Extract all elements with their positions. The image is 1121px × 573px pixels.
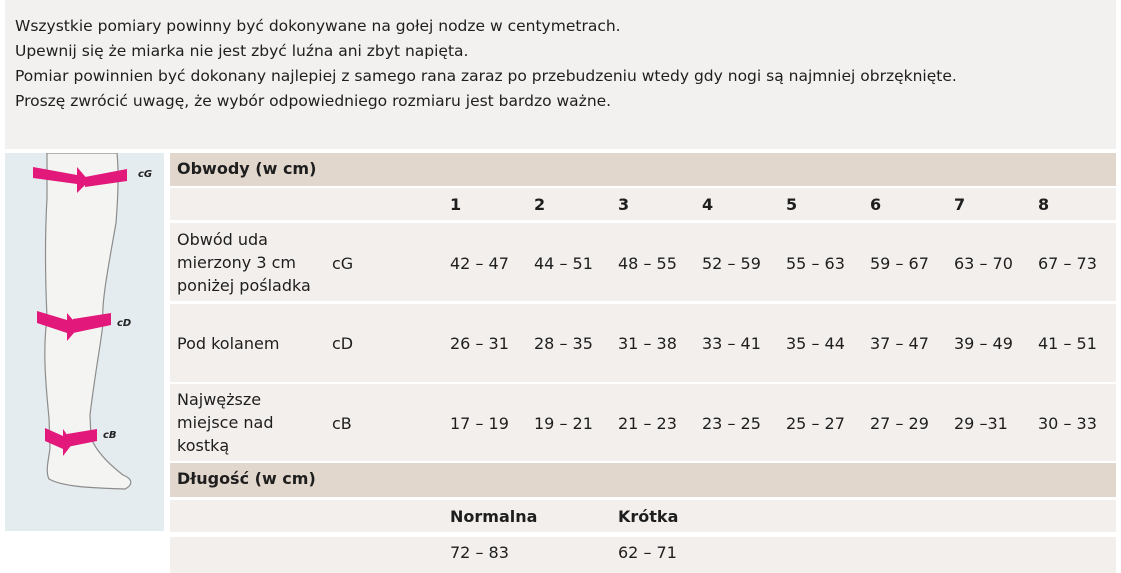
size-header: 2 <box>534 195 546 214</box>
row-code: cD <box>332 334 354 353</box>
length-value: 72 – 83 <box>450 543 509 562</box>
instruction-line: Proszę zwrócić uwagę, że wybór odpowiedniego rozmiaru jest bardzo ważne. <box>15 92 612 110</box>
size-range: 52 – 59 <box>702 254 761 273</box>
instruction-line: Wszystkie pomiary powinny być dokonywane na gołej nodze w centymetrach. <box>15 17 621 35</box>
row-code: cG <box>332 254 354 273</box>
size-range: 28 – 35 <box>534 334 593 353</box>
measurement-instructions <box>5 0 1116 149</box>
size-range: 63 – 70 <box>954 254 1013 273</box>
size-range: 42 – 47 <box>450 254 509 273</box>
row-code: cB <box>332 414 352 433</box>
size-range: 21 – 23 <box>618 414 677 433</box>
size-range: 35 – 44 <box>786 334 845 353</box>
size-header: 1 <box>450 195 462 214</box>
size-header: 7 <box>954 195 966 214</box>
section-title: Obwody (w cm) <box>177 159 317 178</box>
size-range: 25 – 27 <box>786 414 845 433</box>
length-value: 62 – 71 <box>618 543 677 562</box>
size-range: 27 – 29 <box>870 414 929 433</box>
label-cG: cG <box>138 169 153 180</box>
size-header: 6 <box>870 195 882 214</box>
sizes-row <box>170 188 1116 220</box>
size-range: 39 – 49 <box>954 334 1013 353</box>
row-label: Najwęższe miejsce nad kostką <box>177 390 274 455</box>
label-cB: cB <box>103 430 117 441</box>
section-title: Długość (w cm) <box>177 469 316 488</box>
size-range: 55 – 63 <box>786 254 845 273</box>
length-header <box>170 463 1116 497</box>
size-range: 26 – 31 <box>450 334 509 353</box>
size-range: 37 – 47 <box>870 334 929 353</box>
size-header: 8 <box>1038 195 1050 214</box>
length-values-row <box>170 537 1116 573</box>
size-range: 17 – 19 <box>450 414 509 433</box>
size-range: 23 – 25 <box>702 414 761 433</box>
size-range: 41 – 51 <box>1038 334 1097 353</box>
leg-illustration <box>5 153 164 531</box>
instruction-line: Pomiar powinnien być dokonany najlepiej z samego rana zaraz po przebudzeniu wtedy gdy nogi są najmniej obrzęknięte. <box>15 67 957 85</box>
size-range: 59 – 67 <box>870 254 929 273</box>
circumference-header <box>170 153 1116 186</box>
length-column-header: Normalna <box>450 507 538 526</box>
size-range: 29 –31 <box>954 414 1008 433</box>
size-range: 31 – 38 <box>618 334 677 353</box>
size-range: 30 – 33 <box>1038 414 1097 433</box>
row-label: Obwód uda mierzony 3 cm poniżej pośladka <box>177 230 311 295</box>
table-row <box>170 304 1116 382</box>
row-label: Pod kolanem <box>177 334 280 353</box>
size-range: 33 – 41 <box>702 334 761 353</box>
leg-diagram <box>5 153 164 531</box>
size-header: 5 <box>786 195 798 214</box>
label-cD: cD <box>117 318 132 329</box>
size-header: 3 <box>618 195 630 214</box>
size-range: 19 – 21 <box>534 414 593 433</box>
instruction-line: Upewnij się że miarka nie jest zbyć luźna ani zbyt napięta. <box>15 42 469 60</box>
table-row <box>170 384 1116 461</box>
size-range: 67 – 73 <box>1038 254 1097 273</box>
size-range: 44 – 51 <box>534 254 593 273</box>
length-column-header: Krótka <box>618 507 679 526</box>
table-row <box>170 223 1116 301</box>
size-header: 4 <box>702 195 714 214</box>
size-range: 48 – 55 <box>618 254 677 273</box>
length-columns-row <box>170 500 1116 532</box>
